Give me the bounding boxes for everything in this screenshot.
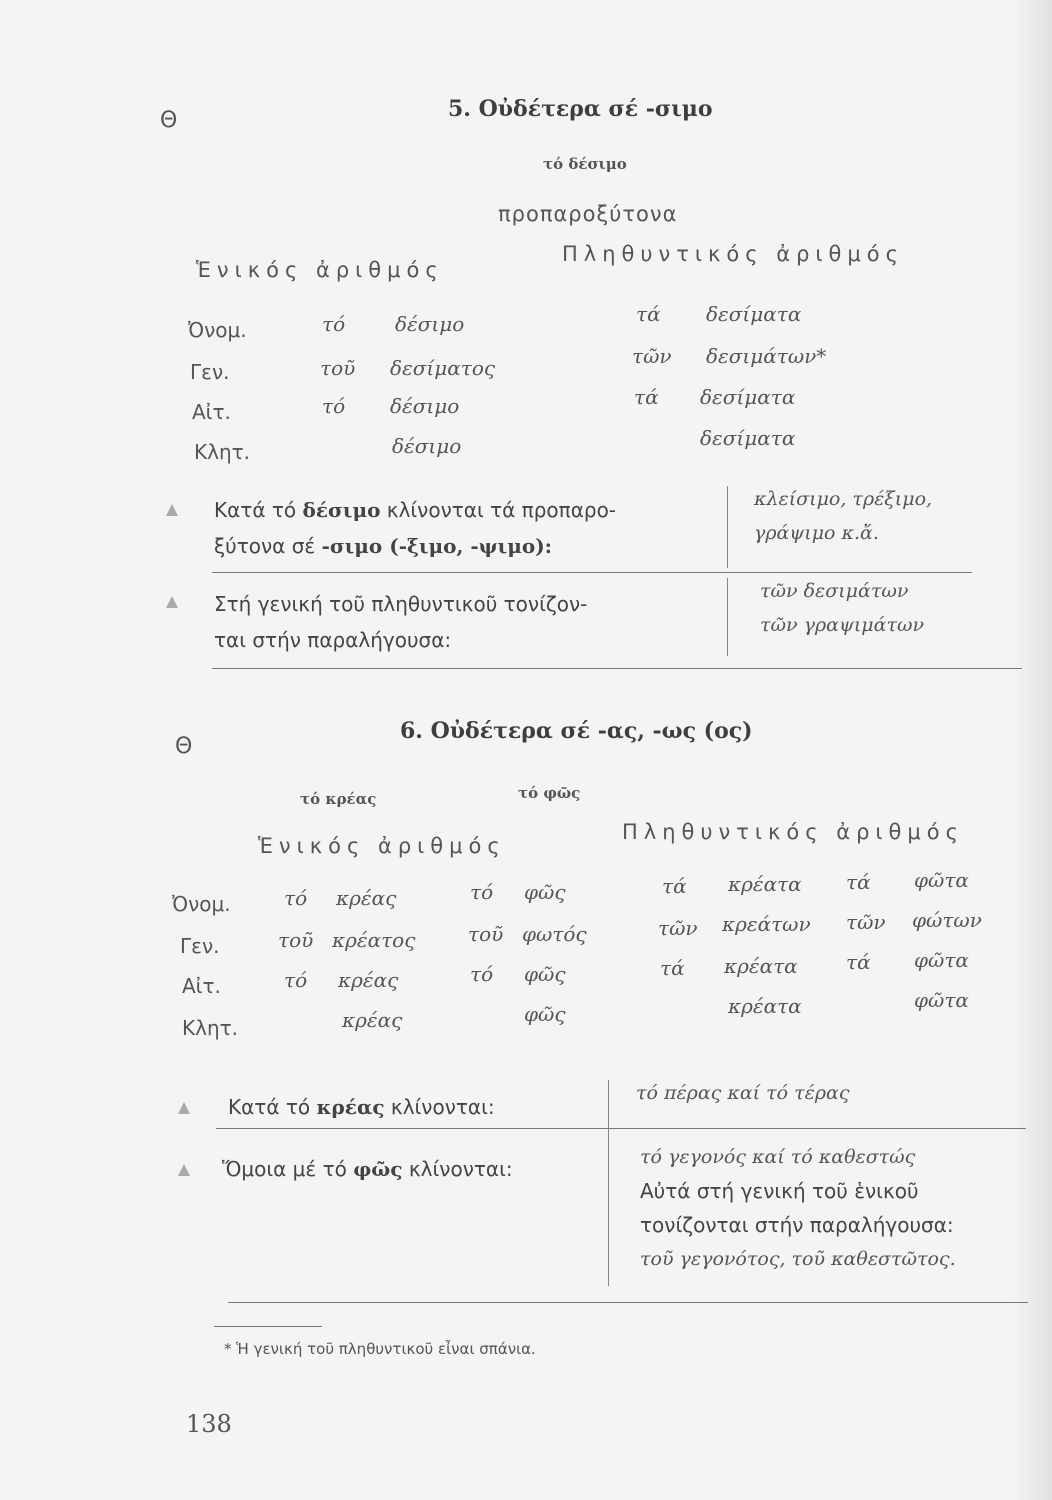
section-6-title: 6. Οὐδέτερα σέ -ας, -ως (ος) xyxy=(400,718,753,744)
word-form: φωτός xyxy=(522,922,587,946)
word-form: δεσίματος xyxy=(390,356,496,380)
word-form: δεσίματα xyxy=(706,302,802,326)
word-form: κρέας xyxy=(342,1008,403,1032)
word-form: κρέατα xyxy=(724,954,798,978)
word-form: δέσιμο xyxy=(395,312,465,336)
article: τῶν xyxy=(846,910,886,934)
section-5-note-2-examples xyxy=(760,574,924,642)
note-keyword: φῶς xyxy=(353,1157,403,1181)
section-5-type: προπαροξύτονα xyxy=(498,202,678,226)
example-line: τοῦ γεγονότος, τοῦ καθεστῶτος. xyxy=(640,1248,956,1270)
section-6-note-1-examples: τό πέρας καί τό τέρας xyxy=(636,1082,850,1104)
case-label: Γεν. xyxy=(180,934,220,958)
note-keyword: δέσιμο xyxy=(302,498,381,522)
article: τό xyxy=(284,886,308,910)
article: τά xyxy=(846,870,871,894)
word-form: φῶτα xyxy=(914,988,969,1012)
word-form: κρέατος xyxy=(332,928,416,952)
note-triangle-icon xyxy=(178,1164,190,1176)
footnote-rule xyxy=(214,1326,322,1327)
section-marker-icon: Θ xyxy=(175,734,193,759)
article: τό xyxy=(284,968,308,992)
article: τά xyxy=(662,874,687,898)
example-line: τό γεγονός καί τό καθεστώς xyxy=(640,1146,916,1168)
note-triangle-icon xyxy=(178,1102,190,1114)
note-triangle-icon xyxy=(166,596,178,608)
example-line: τῶν δεσιμάτων xyxy=(760,580,909,602)
word-form: κρέας xyxy=(336,886,397,910)
article: τό xyxy=(470,962,494,986)
case-label: Κλητ. xyxy=(194,440,251,464)
note-text: Στή γενική τοῦ πληθυντικοῦ τονίζον- xyxy=(214,592,588,616)
row-divider xyxy=(216,1128,1026,1129)
article: τά xyxy=(846,950,871,974)
section-6-example-1: τό κρέας xyxy=(300,790,377,808)
page-edge-shadow xyxy=(1012,0,1052,1500)
case-label: Ὀνομ. xyxy=(188,318,247,342)
row-divider xyxy=(212,668,1022,669)
word-form: δεσίματα xyxy=(700,426,796,450)
word-form: φῶτα xyxy=(914,948,969,972)
word-form: φώτων xyxy=(912,908,982,932)
note-text: Κατά τό xyxy=(214,498,303,522)
word-form: κρέατα xyxy=(728,872,802,896)
section-6-plural-header: Πληθυντικός ἀριθμός xyxy=(622,820,964,844)
note-text: κλίνονται τά προπαρο- xyxy=(380,498,617,522)
section-6-note-2 xyxy=(222,1152,513,1186)
word-form: κρέας xyxy=(338,968,399,992)
note-keyword: -σιμο (-ξιμο, -ψιμο): xyxy=(321,534,553,558)
section-5-note-1-examples xyxy=(754,482,932,550)
example-line: κλείσιμο, τρέξιμο, xyxy=(754,488,933,510)
note-text: Ὅμοια μέ τό xyxy=(222,1157,354,1181)
case-label: Γεν. xyxy=(190,360,230,384)
column-divider xyxy=(727,486,728,568)
example-line: γράψιμο κ.ἄ. xyxy=(754,522,879,544)
word-form: κρέατα xyxy=(728,994,802,1018)
case-label: Αἰτ. xyxy=(192,400,231,424)
word-form: φῶς xyxy=(524,1002,566,1026)
case-label: Κλητ. xyxy=(182,1016,239,1040)
article: τό xyxy=(322,312,346,336)
section-6-note-1 xyxy=(228,1090,495,1124)
page-number: 138 xyxy=(186,1410,232,1438)
note-text: ξύτονα σέ xyxy=(214,534,322,558)
article: τό xyxy=(470,880,494,904)
word-form: δεσίματα xyxy=(700,385,796,409)
word-form: φῶτα xyxy=(914,868,969,892)
section-5-singular-header: Ἑνικός ἀριθμός xyxy=(196,258,444,282)
section-5-note-2 xyxy=(214,586,587,658)
word-form: κρεάτων xyxy=(722,912,811,936)
article: τό xyxy=(322,394,346,418)
article: τῶν xyxy=(658,916,698,940)
note-text: κλίνονται: xyxy=(402,1157,513,1181)
section-5-plural-header: Πληθυντικός ἀριθμός xyxy=(562,242,904,266)
word-form: φῶς xyxy=(524,962,566,986)
explanation-line: τονίζονται στήν παραλήγουσα: xyxy=(640,1213,954,1237)
case-label: Αἰτ. xyxy=(182,974,221,998)
article: τοῦ xyxy=(278,928,314,952)
section-5-title: 5. Οὐδέτερα σέ -σιμο xyxy=(448,96,713,122)
word-form: φῶς xyxy=(524,880,566,904)
section-6-note-2-examples xyxy=(640,1140,956,1276)
example-line: τῶν γραψιμάτων xyxy=(760,614,925,636)
article: τοῦ xyxy=(320,356,356,380)
note-keyword: κρέας xyxy=(316,1095,385,1119)
section-marker-icon: Θ xyxy=(160,108,178,133)
column-divider xyxy=(608,1080,609,1286)
row-divider xyxy=(228,1302,1028,1303)
section-5-example: τό δέσιμο xyxy=(543,155,627,173)
explanation-line: Αὐτά στή γενική τοῦ ἑνικοῦ xyxy=(640,1179,919,1203)
article: τά xyxy=(636,302,661,326)
word-form: δέσιμο xyxy=(390,394,460,418)
word-form: δέσιμο xyxy=(392,434,462,458)
note-triangle-icon xyxy=(166,504,178,516)
column-divider xyxy=(727,578,728,656)
note-text: Κατά τό xyxy=(228,1095,317,1119)
word-form: δεσιμάτων* xyxy=(706,344,827,368)
footnote: * Ἡ γενική τοῦ πληθυντικοῦ εἶναι σπάνια. xyxy=(224,1340,536,1358)
section-5-note-1 xyxy=(214,492,616,564)
article: τῶν xyxy=(632,344,672,368)
section-6-example-2: τό φῶς xyxy=(518,784,581,802)
note-text: ται στήν παραλήγουσα: xyxy=(214,628,452,652)
row-divider xyxy=(212,572,972,573)
note-text: κλίνονται: xyxy=(384,1095,495,1119)
article: τοῦ xyxy=(468,922,504,946)
section-6-singular-header: Ἑνικός ἀριθμός xyxy=(258,834,506,858)
article: τά xyxy=(660,956,685,980)
case-label: Ὀνομ. xyxy=(172,892,231,916)
article: τά xyxy=(634,385,659,409)
